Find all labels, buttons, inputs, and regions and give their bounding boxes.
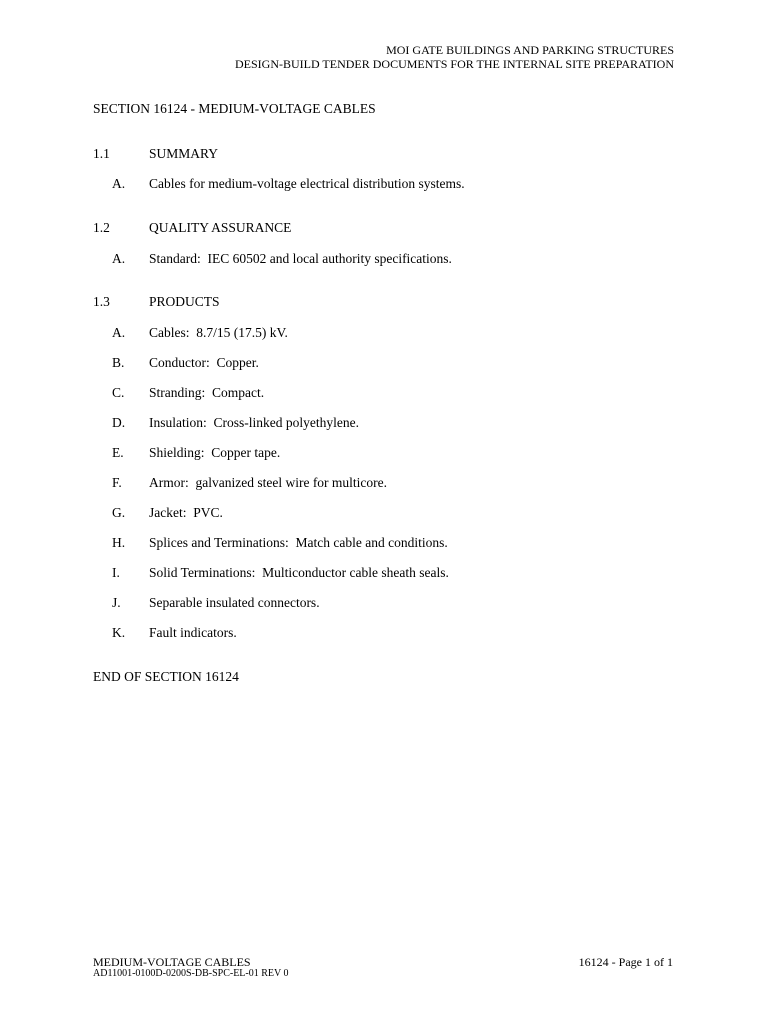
list-item-text: Stranding: Compact. xyxy=(149,385,265,400)
list-item-text: Fault indicators. xyxy=(149,625,237,640)
header-document-subtitle: DESIGN-BUILD TENDER DOCUMENTS FOR THE INTERNAL SITE PREPARATION xyxy=(234,57,674,71)
list-item-text: Shielding: Copper tape. xyxy=(149,445,281,460)
list-item-letter: A. xyxy=(112,176,126,191)
list-item-letter: F. xyxy=(112,475,122,490)
list-item-letter: D. xyxy=(112,415,126,430)
footer-document-id: AD11001-0100D-0200S-DB-SPC-EL-01 REV 0 xyxy=(93,968,289,979)
list-item-letter: K. xyxy=(112,625,126,640)
list-item-letter: A. xyxy=(112,251,126,266)
header-project-title: MOI GATE BUILDINGS AND PARKING STRUCTURES xyxy=(386,43,674,57)
footer-title: MEDIUM-VOLTAGE CABLES xyxy=(93,955,251,969)
list-item-letter: E. xyxy=(112,445,124,460)
list-item-text: Solid Terminations: Multiconductor cable sheath seals. xyxy=(149,565,449,580)
article-number: 1.3 xyxy=(93,294,110,309)
article-title: PRODUCTS xyxy=(149,294,220,309)
end-of-section: END OF SECTION 16124 xyxy=(93,669,239,684)
list-item-letter: C. xyxy=(112,385,125,400)
footer-page-number: 16124 - Page 1 of 1 xyxy=(578,955,673,969)
list-item-text: Armor: galvanized steel wire for multicore. xyxy=(149,475,388,490)
list-item-letter: H. xyxy=(112,535,126,550)
list-item-text: Cables for medium-voltage electrical distribution systems. xyxy=(149,176,465,191)
list-item-text: Conductor: Copper. xyxy=(149,355,259,370)
article-number: 1.1 xyxy=(93,146,110,161)
article-number: 1.2 xyxy=(93,220,110,235)
list-item-letter: B. xyxy=(112,355,125,370)
list-item-text: Jacket: PVC. xyxy=(149,505,223,520)
list-item-letter: G. xyxy=(112,505,126,520)
list-item-text: Standard: IEC 60502 and local authority specifications. xyxy=(149,251,452,266)
list-item-text: Separable insulated connectors. xyxy=(149,595,320,610)
list-item-letter: A. xyxy=(112,325,126,340)
section-title: SECTION 16124 - MEDIUM-VOLTAGE CABLES xyxy=(93,101,376,116)
list-item-text: Insulation: Cross-linked polyethylene. xyxy=(149,415,359,430)
list-item-letter: I. xyxy=(112,565,120,580)
list-item-text: Splices and Terminations: Match cable and conditions. xyxy=(149,535,448,550)
list-item-text: Cables: 8.7/15 (17.5) kV. xyxy=(149,325,288,340)
article-title: QUALITY ASSURANCE xyxy=(149,220,292,235)
list-item-letter: J. xyxy=(112,595,121,610)
article-title: SUMMARY xyxy=(149,146,219,161)
